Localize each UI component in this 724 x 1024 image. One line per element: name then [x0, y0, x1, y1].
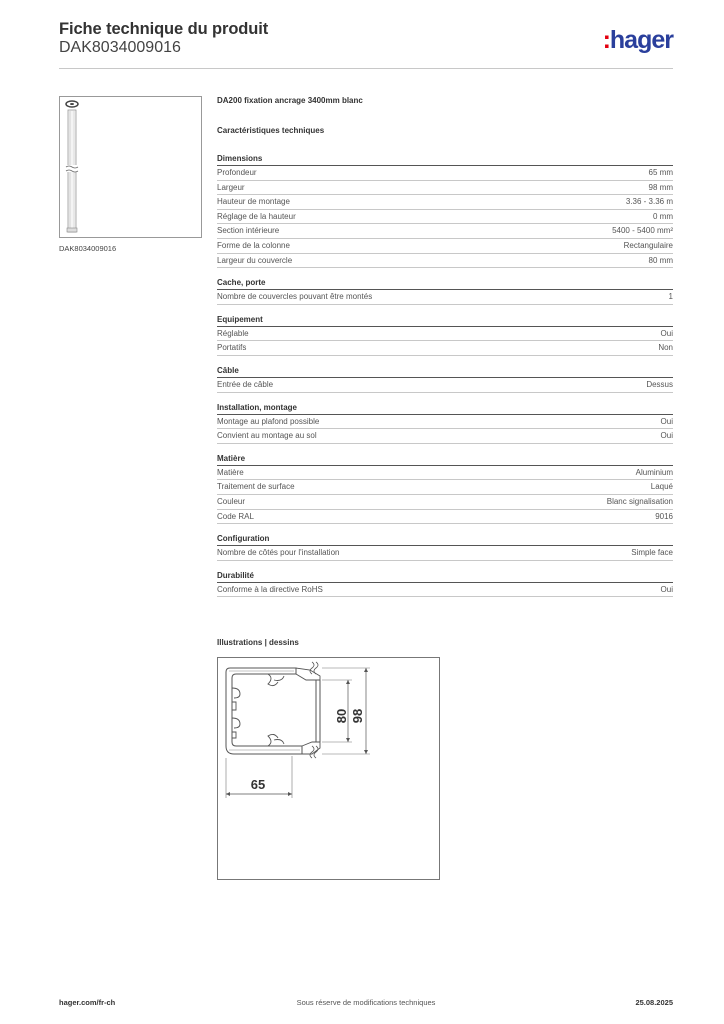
spec-section	[217, 153, 673, 268]
spec-row	[217, 415, 673, 430]
column-product-icon	[60, 97, 201, 237]
section-heading: Equipement	[217, 314, 673, 327]
section-heading: Durabilité	[217, 570, 673, 583]
product-reference: DAK8034009016	[59, 39, 181, 56]
spec-label: Convient au montage au sol	[217, 431, 317, 441]
footer-date: 25.08.2025	[635, 998, 673, 1007]
hager-logo	[603, 26, 673, 55]
footer-website-link[interactable]: hager.com/fr-ch	[59, 998, 116, 1007]
header-divider	[59, 68, 673, 69]
spec-row	[217, 429, 673, 444]
spec-row	[217, 495, 673, 510]
spec-row	[217, 341, 673, 356]
spec-value: Oui	[660, 416, 673, 426]
spec-value: Oui	[660, 328, 673, 338]
spec-value: 0 mm	[653, 211, 673, 221]
spec-label: Profondeur	[217, 168, 257, 177]
spec-row	[217, 224, 673, 239]
dim-label-80: 80	[334, 708, 349, 724]
spec-row	[217, 480, 673, 495]
spec-row	[217, 327, 673, 342]
dimension-drawing	[217, 657, 440, 880]
spec-row	[217, 546, 673, 561]
spec-value: Non	[658, 343, 673, 353]
spec-value: 9016	[655, 511, 673, 521]
spec-sections	[217, 153, 673, 597]
spec-section	[217, 365, 673, 393]
spec-label: Entrée de câble	[217, 379, 274, 389]
spec-row	[217, 290, 673, 305]
spec-value: Blanc signalisation	[606, 496, 673, 506]
spec-label: Réglage de la hauteur	[217, 211, 296, 221]
section-heading: Cache, porte	[217, 277, 673, 290]
spec-value: Rectangulaire	[623, 240, 673, 250]
spec-label: Portatifs	[217, 343, 247, 353]
spec-value: Laqué	[650, 482, 673, 492]
product-name: DA200 fixation ancrage 3400mm blanc	[217, 96, 363, 105]
cross-section-drawing	[218, 658, 439, 879]
spec-row	[217, 510, 673, 525]
spec-label: Largeur	[217, 182, 245, 192]
spec-label: Hauteur de montage	[217, 197, 290, 207]
spec-label: Nombre de couvercles pouvant être montés	[217, 292, 373, 302]
spec-label: Forme de la colonne	[217, 240, 290, 250]
spec-row	[217, 181, 673, 196]
dim-label-98: 98	[350, 708, 365, 724]
spec-row	[217, 466, 673, 481]
logo-text: hager	[609, 26, 673, 54]
spec-section	[217, 314, 673, 356]
page-header	[59, 20, 673, 68]
spec-row	[217, 166, 673, 181]
spec-label: Matière	[217, 467, 244, 477]
spec-value: 98 mm	[648, 182, 673, 192]
spec-row	[217, 583, 673, 598]
spec-section	[217, 533, 673, 561]
spec-label: Traitement de surface	[217, 482, 295, 492]
spec-label: Code RAL	[217, 511, 254, 521]
section-heading: Câble	[217, 365, 673, 378]
spec-row	[217, 195, 673, 210]
spec-row	[217, 254, 673, 269]
product-thumbnail	[59, 96, 202, 238]
document-title: Fiche technique du produit	[59, 20, 269, 38]
spec-label: Montage au plafond possible	[217, 416, 320, 426]
spec-section	[217, 402, 673, 444]
spec-value: Oui	[660, 584, 673, 594]
specification-panel	[217, 96, 673, 606]
spec-value: 3.36 - 3.36 m	[625, 197, 673, 207]
spec-label: Conforme à la directive RoHS	[217, 584, 323, 594]
logo-colon-icon: :	[602, 26, 610, 54]
section-heading: Dimensions	[217, 153, 673, 166]
footer-disclaimer: Sous réserve de modifications techniques	[296, 998, 436, 1007]
spec-value: Oui	[660, 431, 673, 441]
spec-section	[217, 453, 673, 524]
spec-value: Simple face	[631, 548, 673, 558]
spec-row	[217, 239, 673, 254]
tech-heading: Caractéristiques techniques	[217, 126, 325, 135]
spec-value: 5400 - 5400 mm²	[612, 226, 673, 236]
spec-section	[217, 277, 673, 305]
dim-label-65: 65	[250, 777, 266, 792]
section-heading: Matière	[217, 453, 673, 466]
illustrations-heading: Illustrations | dessins	[217, 638, 299, 647]
spec-value: Dessus	[646, 379, 673, 389]
spec-row	[217, 210, 673, 225]
section-heading: Installation, montage	[217, 402, 673, 415]
thumbnail-caption: DAK8034009016	[59, 244, 117, 253]
spec-value: 1	[668, 292, 673, 302]
spec-section	[217, 570, 673, 598]
spec-label: Couleur	[217, 496, 246, 506]
spec-value: 65 mm	[648, 168, 673, 177]
spec-label: Réglable	[217, 328, 249, 338]
spec-label: Nombre de côtés pour l'installation	[217, 548, 340, 558]
section-heading: Configuration	[217, 533, 673, 546]
spec-row	[217, 378, 673, 393]
spec-label: Largeur du couvercle	[217, 255, 293, 265]
spec-value: 80 mm	[648, 255, 673, 265]
spec-value: Aluminium	[635, 467, 673, 477]
spec-label: Section intérieure	[217, 226, 280, 236]
